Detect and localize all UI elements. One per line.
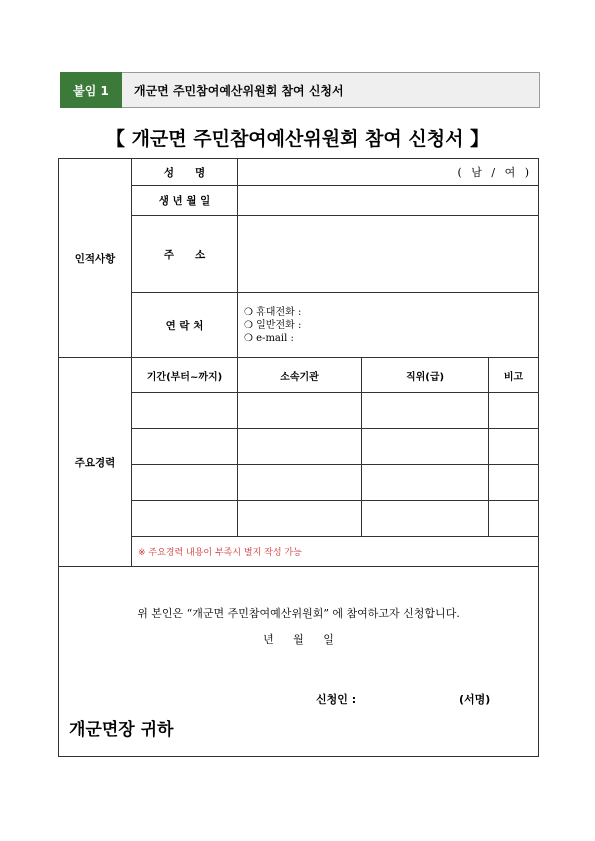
career-header-remarks: 비고 bbox=[489, 358, 539, 393]
contact-label: 연 락 처 bbox=[132, 293, 238, 358]
name-label: 성 명 bbox=[132, 159, 238, 186]
address-label: 주 소 bbox=[132, 216, 238, 293]
declaration-section bbox=[59, 567, 539, 757]
career-cell[interactable] bbox=[132, 429, 238, 465]
email-item: ❍ e-mail : bbox=[244, 332, 294, 344]
name-field[interactable] bbox=[238, 159, 539, 186]
contact-field[interactable] bbox=[238, 293, 539, 358]
career-cell[interactable] bbox=[489, 501, 539, 537]
signature-label: (서명) bbox=[459, 693, 491, 706]
career-cell[interactable] bbox=[362, 465, 489, 501]
career-cell[interactable] bbox=[132, 501, 238, 537]
career-header-period: 기간(부터~까지) bbox=[132, 358, 238, 393]
sex-option: ( 남 / 여 ) bbox=[457, 166, 533, 179]
career-cell[interactable] bbox=[489, 429, 539, 465]
page-title: 【 개군면 주민참여예산위원회 참여 신청서 】 bbox=[105, 128, 490, 150]
career-cell[interactable] bbox=[132, 393, 238, 429]
career-cell[interactable] bbox=[489, 465, 539, 501]
career-cell[interactable] bbox=[132, 465, 238, 501]
career-cell[interactable] bbox=[238, 393, 362, 429]
application-date: 년 월 일 bbox=[263, 633, 334, 646]
applicant-label: 신청인 : bbox=[316, 693, 357, 706]
career-note: ※ 주요경력 내용이 부족시 별지 작성 가능 bbox=[132, 537, 539, 567]
career-cell[interactable] bbox=[489, 393, 539, 429]
career-cell[interactable] bbox=[238, 501, 362, 537]
addressee: 개군면장 귀하 bbox=[69, 720, 174, 740]
address-field[interactable] bbox=[238, 216, 539, 293]
career-label: 주요경력 bbox=[59, 358, 132, 567]
mobile-phone-item: ❍ 휴대전화 : bbox=[244, 306, 302, 318]
birth-date-field[interactable] bbox=[238, 186, 539, 216]
attachment-badge: 붙임 1 bbox=[60, 72, 122, 108]
career-cell[interactable] bbox=[362, 393, 489, 429]
attachment-header bbox=[60, 72, 540, 108]
declaration-text: 위 본인은 “개군면 주민참여예산위원회” 에 참여하고자 신청합니다. bbox=[137, 607, 460, 620]
application-form bbox=[58, 158, 539, 757]
attachment-title: 개군면 주민참여예산위원회 참여 신청서 bbox=[122, 72, 540, 108]
career-cell[interactable] bbox=[238, 429, 362, 465]
career-cell[interactable] bbox=[238, 465, 362, 501]
birth-date-label: 생 년 월 일 bbox=[132, 186, 238, 216]
career-cell[interactable] bbox=[362, 501, 489, 537]
personal-info-label: 인적사항 bbox=[59, 159, 132, 358]
career-cell[interactable] bbox=[362, 429, 489, 465]
landline-phone-item: ❍ 일반전화 : bbox=[244, 319, 302, 331]
career-header-organization: 소속기관 bbox=[238, 358, 362, 393]
career-header-position: 직위(급) bbox=[362, 358, 489, 393]
